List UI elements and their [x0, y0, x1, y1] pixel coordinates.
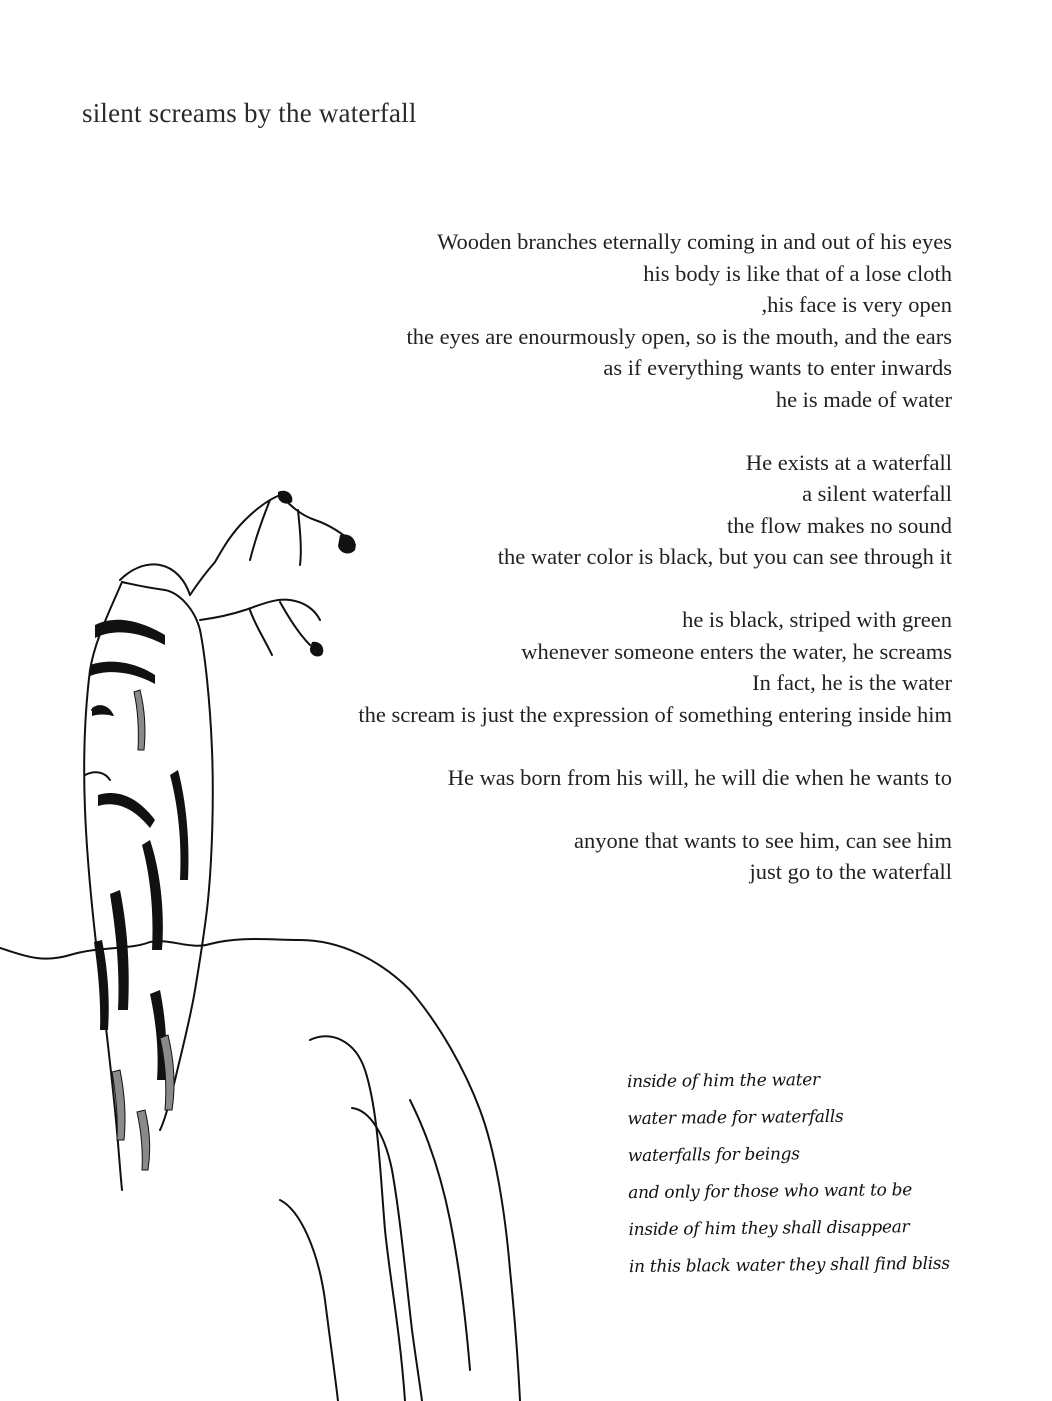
dark-stripe: [95, 620, 165, 645]
poem-line: whenever someone enters the water, he screams: [521, 638, 952, 664]
stanza-break: [232, 415, 952, 447]
green-stripe: [134, 690, 145, 750]
poem-line: the scream is just the expression of something entering inside him: [358, 701, 952, 727]
branch: [298, 510, 301, 565]
poem-line: just go to the waterfall: [749, 859, 952, 884]
branch-knot: [310, 642, 323, 657]
poem-line: He was born from his will, he will die when he wants to: [447, 764, 952, 790]
branch-knot: [278, 491, 292, 504]
poem-line: He exists at a waterfall: [745, 449, 952, 475]
page-title: silent screams by the waterfall: [82, 98, 417, 128]
figure-outline: [120, 564, 190, 595]
figure-mouth: [85, 772, 110, 780]
water-stream: [280, 1200, 338, 1401]
poem-line: In fact, he is the water: [752, 670, 952, 695]
poem-line: as if everything wants to enter inwards: [603, 355, 952, 380]
handwritten-line: waterfalls for beings: [627, 1144, 800, 1167]
dark-stripe: [150, 990, 166, 1080]
handwritten-note: [627, 1060, 1029, 1286]
dark-stripe: [110, 890, 129, 1010]
dark-stripe: [98, 793, 155, 828]
handwritten-line: and only for those who want to be: [628, 1180, 913, 1204]
figure-eye: [92, 705, 114, 716]
branch: [250, 610, 272, 655]
handwritten-line: in this black water they shall find bliss: [628, 1253, 950, 1278]
poem-line: anyone that wants to see him, can see him: [573, 827, 952, 853]
poem-line: his body is like that of a lose cloth: [643, 260, 952, 286]
water-stream: [310, 1036, 405, 1401]
dark-stripe: [142, 840, 163, 950]
poem-line: the water color is black, but you can see through it: [497, 544, 952, 569]
branch-knot: [338, 534, 356, 553]
handwritten-line: water made for waterfalls: [627, 1106, 844, 1130]
green-stripe: [137, 1110, 150, 1170]
poem-line: a silent waterfall: [802, 481, 952, 506]
handwritten-line: inside of him the water: [626, 1070, 820, 1093]
dark-stripe: [170, 770, 189, 880]
branch: [280, 602, 310, 645]
branch: [250, 500, 270, 560]
poem-line: the eyes are enourmously open, so is the mouth, and the ears: [406, 323, 952, 349]
poem-line: Wooden branches eternally coming in and out of his eyes: [437, 229, 952, 254]
handwritten-line: inside of him they shall disappear: [628, 1217, 910, 1241]
poem-line: the flow makes no sound: [727, 512, 952, 538]
water-stream: [410, 1100, 470, 1370]
poem-line: he is made of water: [775, 386, 952, 412]
poem-line: ,his face is very open: [761, 292, 952, 317]
poem-line: he is black, striped with green: [682, 607, 952, 632]
dark-stripe: [90, 662, 155, 684]
cliff-edge: [0, 939, 520, 1401]
branch: [200, 600, 320, 620]
dark-stripe: [94, 940, 109, 1030]
ink-illustration: [0, 470, 560, 1401]
